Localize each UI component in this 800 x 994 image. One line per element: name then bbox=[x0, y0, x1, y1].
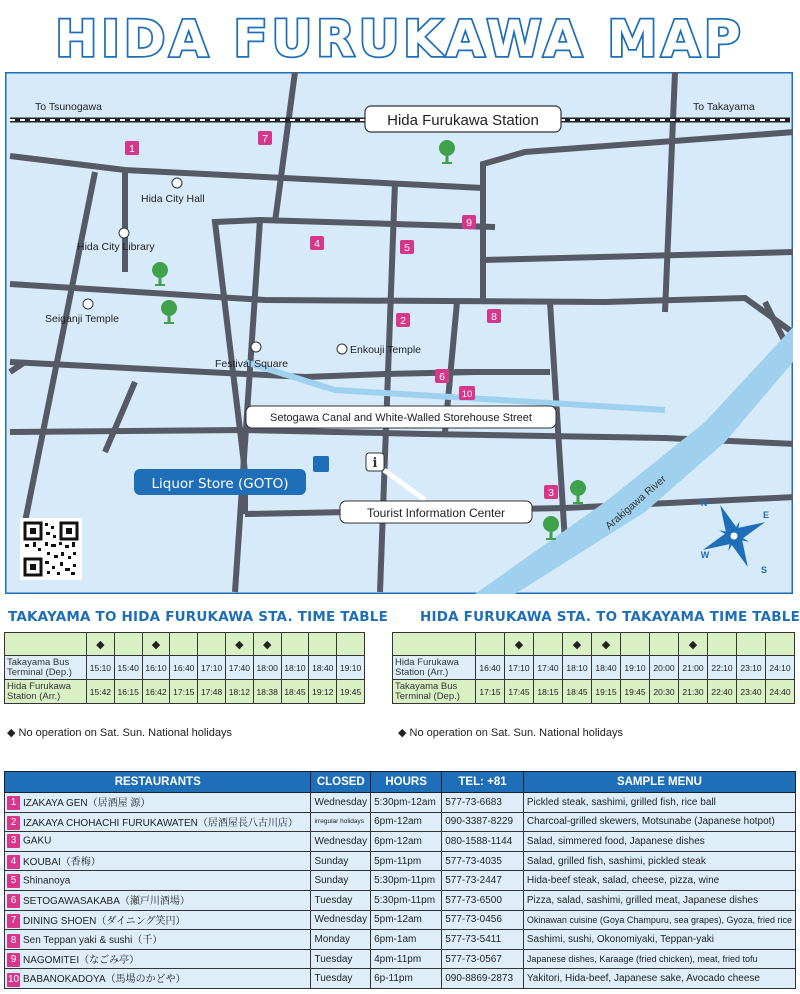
restaurant-name: Sen Teppan yaki & sushi（千） bbox=[23, 935, 163, 947]
time-cell: 17:40 bbox=[534, 656, 563, 680]
time-cell: 18:10 bbox=[281, 656, 309, 680]
no-holiday-flag-cell bbox=[281, 633, 309, 656]
restaurant-table-header bbox=[5, 772, 796, 793]
timetable-left-note bbox=[7, 726, 232, 739]
restaurant-tel: 080-1588-1144 bbox=[442, 832, 524, 852]
timetable-left bbox=[4, 632, 365, 704]
restaurant-name: SETOGAWASAKABA（瀬戸川酒場） bbox=[23, 896, 190, 908]
restaurant-name-cell bbox=[5, 930, 311, 950]
time-cell: 19:15 bbox=[592, 680, 621, 704]
time-cell: 24:10 bbox=[766, 656, 795, 680]
svg-text:9: 9 bbox=[466, 217, 472, 229]
restaurant-hours: 6pm-12am bbox=[371, 812, 442, 832]
tt-corner bbox=[5, 633, 87, 656]
time-cell: 16:40 bbox=[170, 656, 198, 680]
row-label-line: Terminal (Dep.) bbox=[395, 690, 460, 702]
no-holiday-flag-cell bbox=[621, 633, 650, 656]
canal-label: Setogawa Canal and White-Walled Storehouse Street bbox=[270, 412, 532, 424]
restaurant-hours: 5:30pm-11pm bbox=[371, 871, 442, 891]
time-cell: 15:40 bbox=[114, 656, 142, 680]
row-label bbox=[5, 680, 87, 704]
restaurant-number-badge: 7 bbox=[7, 914, 20, 928]
enkouji-label: Enkouji Temple bbox=[350, 344, 422, 356]
restaurant-menu: Salad, simmered food, Japanese dishes bbox=[523, 832, 795, 852]
restaurant-name: GAKU bbox=[23, 836, 52, 848]
restaurant-tel: 577-73-6500 bbox=[442, 890, 524, 910]
restaurant-row[interactable] bbox=[5, 851, 796, 871]
no-holiday-flag-cell bbox=[534, 633, 563, 656]
row-label bbox=[393, 680, 476, 704]
compass-w: W bbox=[700, 550, 710, 560]
no-holiday-flag-cell: ◆ bbox=[563, 633, 592, 656]
row-label-line: Takayama Bus bbox=[395, 680, 458, 692]
timetable-left-title: TAKAYAMA TO HIDA FURUKAWA STA. TIME TABLE bbox=[8, 609, 388, 625]
to-takayama-label: To Takayama bbox=[693, 101, 755, 113]
to-tsunogawa-label: To Tsunogawa bbox=[35, 101, 102, 113]
time-cell: 16:15 bbox=[114, 680, 142, 704]
svg-text:6: 6 bbox=[439, 371, 445, 383]
row-label-line: Station (Arr.) bbox=[7, 690, 61, 702]
marker-1[interactable] bbox=[125, 141, 139, 155]
header-hours: HOURS bbox=[371, 772, 442, 793]
restaurant-closed: irregular holidays bbox=[311, 812, 371, 832]
tt-corner bbox=[393, 633, 476, 656]
time-cell: 22:10 bbox=[708, 656, 737, 680]
restaurant-hours: 6pm-1am bbox=[371, 930, 442, 950]
timetable-right-title: HIDA FURUKAWA STA. TO TAKAYAMA TIME TABLE bbox=[420, 609, 800, 625]
diamond-icon: ◆ bbox=[398, 727, 407, 739]
marker-9[interactable] bbox=[462, 215, 476, 229]
restaurant-hours: 5:30pm-12am bbox=[371, 793, 442, 813]
restaurant-closed: Wednesday bbox=[311, 832, 371, 852]
restaurant-number-badge: 6 bbox=[7, 894, 20, 908]
timetable-right-row-1 bbox=[393, 656, 795, 680]
timetable-right-row-2 bbox=[393, 680, 795, 704]
no-holiday-flag-cell bbox=[337, 633, 365, 656]
time-cell: 17:10 bbox=[198, 656, 226, 680]
time-cell: 22:40 bbox=[708, 680, 737, 704]
restaurant-number-badge: 9 bbox=[7, 953, 20, 967]
restaurant-menu: Charcoal-grilled skewers, Motsunabe (Japanese hotpot) bbox=[523, 812, 795, 832]
time-cell: 16:42 bbox=[142, 680, 170, 704]
restaurant-hours: 5pm-12am bbox=[371, 910, 442, 930]
restaurant-tel: 090-8869-2873 bbox=[442, 969, 524, 989]
restaurant-name: IZAKAYA CHOHACHI FURUKAWATEN（居酒屋長八古川店） bbox=[23, 817, 298, 829]
restaurant-name: NAGOMITEI（なごみ亭） bbox=[23, 954, 140, 966]
time-cell: 21:00 bbox=[679, 656, 708, 680]
no-holiday-flag-cell: ◆ bbox=[225, 633, 253, 656]
restaurant-name-cell bbox=[5, 969, 311, 989]
note-text: No operation on Sat. Sun. National holidays bbox=[18, 727, 232, 739]
restaurant-table bbox=[4, 771, 796, 989]
restaurant-hours: 6p-11pm bbox=[371, 969, 442, 989]
marker-6[interactable] bbox=[435, 369, 449, 383]
timetable-left-row-1 bbox=[5, 656, 365, 680]
header-restaurants: RESTAURANTS bbox=[5, 772, 311, 793]
row-label-line: Hida Furukawa bbox=[395, 656, 459, 668]
no-holiday-flag-cell bbox=[708, 633, 737, 656]
restaurant-menu: Okinawan cuisine (Goya Champuru, sea grapes), Gyoza, fried rice bbox=[523, 910, 795, 930]
restaurant-row[interactable] bbox=[5, 793, 796, 813]
seiganji-label: Seiganji Temple bbox=[45, 313, 119, 325]
time-cell: 18:40 bbox=[309, 656, 337, 680]
time-cell: 15:10 bbox=[87, 656, 115, 680]
time-cell: 18:40 bbox=[592, 656, 621, 680]
time-cell: 23:40 bbox=[737, 680, 766, 704]
tourist-center-label: Tourist Information Center bbox=[366, 506, 506, 520]
restaurant-name: Shinanoya bbox=[23, 875, 71, 887]
restaurant-menu: Hida-beef steak, salad, cheese, pizza, wine bbox=[523, 871, 795, 891]
restaurant-row[interactable] bbox=[5, 949, 796, 969]
restaurant-closed: Wednesday bbox=[311, 793, 371, 813]
restaurant-closed: Tuesday bbox=[311, 949, 371, 969]
restaurant-closed: Sunday bbox=[311, 851, 371, 871]
time-cell: 16:10 bbox=[142, 656, 170, 680]
time-cell: 18:15 bbox=[534, 680, 563, 704]
no-holiday-flag-cell bbox=[737, 633, 766, 656]
city-hall-label: Hida City Hall bbox=[141, 193, 205, 205]
restaurant-row[interactable] bbox=[5, 871, 796, 891]
restaurant-menu: Pickled steak, sashimi, grilled fish, rice ball bbox=[523, 793, 795, 813]
time-cell: 17:45 bbox=[505, 680, 534, 704]
restaurant-tel: 577-73-2447 bbox=[442, 871, 524, 891]
restaurant-tel: 577-73-5411 bbox=[442, 930, 524, 950]
no-holiday-flag-cell: ◆ bbox=[592, 633, 621, 656]
restaurant-number-badge: 3 bbox=[7, 834, 20, 848]
marker-2[interactable] bbox=[396, 313, 410, 327]
timetable-left-row-2 bbox=[5, 680, 365, 704]
header-tel: TEL: +81 bbox=[442, 772, 524, 793]
svg-text:4: 4 bbox=[314, 238, 320, 250]
restaurant-number-badge: 2 bbox=[7, 816, 20, 830]
no-holiday-flag-cell: ◆ bbox=[253, 633, 281, 656]
row-label bbox=[5, 656, 87, 680]
time-cell: 23:10 bbox=[737, 656, 766, 680]
time-cell: 17:40 bbox=[225, 656, 253, 680]
time-cell: 18:45 bbox=[563, 680, 592, 704]
no-holiday-flag-cell bbox=[309, 633, 337, 656]
time-cell: 18:12 bbox=[225, 680, 253, 704]
restaurant-tel: 577-73-0456 bbox=[442, 910, 524, 930]
restaurant-menu: Sashimi, sushi, Okonomiyaki, Teppan-yaki bbox=[523, 930, 795, 950]
liquor-store-label: Liquor Store (GOTO) bbox=[151, 476, 289, 492]
time-cell: 24:40 bbox=[766, 680, 795, 704]
restaurant-name-cell bbox=[5, 910, 311, 930]
restaurant-closed: Monday bbox=[311, 930, 371, 950]
header-menu: SAMPLE MENU bbox=[523, 772, 795, 793]
restaurant-name-cell bbox=[5, 793, 311, 813]
no-holiday-flag-cell: ◆ bbox=[679, 633, 708, 656]
timetable-right-flags bbox=[393, 633, 795, 656]
time-cell: 18:10 bbox=[563, 656, 592, 680]
restaurant-row[interactable] bbox=[5, 832, 796, 852]
time-cell: 19:45 bbox=[621, 680, 650, 704]
restaurant-name-cell bbox=[5, 851, 311, 871]
row-label-line: Terminal (Dep.) bbox=[7, 666, 72, 678]
restaurant-name-cell bbox=[5, 949, 311, 969]
restaurant-row[interactable] bbox=[5, 930, 796, 950]
restaurant-number-badge: 5 bbox=[7, 874, 20, 888]
no-holiday-flag-cell bbox=[198, 633, 226, 656]
time-cell: 15:42 bbox=[87, 680, 115, 704]
no-holiday-flag-cell bbox=[650, 633, 679, 656]
svg-text:10: 10 bbox=[461, 389, 473, 400]
restaurant-closed: Wednesday bbox=[311, 910, 371, 930]
restaurant-hours: 6pm-12am bbox=[371, 832, 442, 852]
no-holiday-flag-cell bbox=[114, 633, 142, 656]
no-holiday-flag-cell: ◆ bbox=[505, 633, 534, 656]
restaurant-name-cell bbox=[5, 832, 311, 852]
diamond-icon: ◆ bbox=[7, 727, 16, 739]
restaurant-row[interactable] bbox=[5, 969, 796, 989]
marker-8[interactable] bbox=[487, 309, 501, 323]
town-map[interactable] bbox=[5, 72, 793, 594]
time-cell: 16:40 bbox=[476, 656, 505, 680]
page-title bbox=[0, 2, 800, 66]
restaurant-number-badge: 10 bbox=[7, 973, 20, 985]
info-icon-glyph: i bbox=[372, 456, 378, 471]
time-cell: 17:15 bbox=[170, 680, 198, 704]
no-holiday-flag-cell bbox=[476, 633, 505, 656]
timetable-left-flags bbox=[5, 633, 365, 656]
restaurant-menu: Japanese dishes, Karaage (fried chicken), meat, fried tofu bbox=[523, 949, 795, 969]
festival-square-label: Festival Square bbox=[215, 358, 288, 370]
svg-text:3: 3 bbox=[548, 487, 554, 499]
river-label: Arakigawa River bbox=[603, 473, 669, 533]
restaurant-hours: 5:30pm-11pm bbox=[371, 890, 442, 910]
station-label: Hida Furukawa Station bbox=[387, 112, 539, 129]
svg-text:2: 2 bbox=[400, 315, 406, 327]
svg-text:5: 5 bbox=[404, 242, 410, 254]
time-cell: 17:15 bbox=[476, 680, 505, 704]
compass-n: N bbox=[700, 498, 708, 508]
restaurant-tel: 577-73-6683 bbox=[442, 793, 524, 813]
compass-s: S bbox=[760, 565, 768, 575]
row-label-line: Station (Arr.) bbox=[395, 666, 449, 678]
marker-3[interactable] bbox=[544, 485, 558, 499]
time-cell: 21:30 bbox=[679, 680, 708, 704]
time-cell: 18:38 bbox=[253, 680, 281, 704]
header-closed: CLOSED bbox=[311, 772, 371, 793]
time-cell: 17:10 bbox=[505, 656, 534, 680]
restaurant-name: BABANOKADOYA（馬場のかどや） bbox=[23, 974, 186, 986]
time-cell: 19:12 bbox=[309, 680, 337, 704]
page-title-text: HIDA FURUKAWA MAP bbox=[55, 10, 745, 66]
restaurant-number-badge: 8 bbox=[7, 934, 20, 948]
svg-text:1: 1 bbox=[129, 143, 135, 155]
time-cell: 18:00 bbox=[253, 656, 281, 680]
timetable-right bbox=[392, 632, 795, 704]
restaurant-name-cell bbox=[5, 890, 311, 910]
restaurant-name: KOUBAI（香梅） bbox=[23, 856, 101, 868]
no-holiday-flag-cell bbox=[170, 633, 198, 656]
restaurant-number-badge: 1 bbox=[7, 796, 20, 810]
restaurant-closed: Tuesday bbox=[311, 969, 371, 989]
liquor-store-marker[interactable] bbox=[313, 456, 329, 472]
svg-text:7: 7 bbox=[262, 133, 268, 145]
restaurant-hours: 5pm-11pm bbox=[371, 851, 442, 871]
restaurant-tel: 577-73-0567 bbox=[442, 949, 524, 969]
restaurant-row[interactable] bbox=[5, 890, 796, 910]
restaurant-closed: Tuesday bbox=[311, 890, 371, 910]
restaurant-menu: Yakitori, Hida-beef, Japanese sake, Avocado cheese bbox=[523, 969, 795, 989]
note-text: No operation on Sat. Sun. National holidays bbox=[409, 727, 623, 739]
restaurant-tel: 090-3387-8229 bbox=[442, 812, 524, 832]
restaurant-name-cell bbox=[5, 812, 311, 832]
timetable-right-note bbox=[398, 726, 623, 739]
restaurant-name-cell bbox=[5, 871, 311, 891]
time-cell: 19:10 bbox=[337, 656, 365, 680]
restaurant-tel: 577-73-4035 bbox=[442, 851, 524, 871]
restaurant-name: IZAKAYA GEN（居酒屋 源） bbox=[23, 798, 151, 810]
marker-7[interactable] bbox=[258, 131, 272, 145]
restaurant-closed: Sunday bbox=[311, 871, 371, 891]
marker-4[interactable] bbox=[310, 236, 324, 250]
restaurant-menu: Salad, grilled fish, sashimi, pickled steak bbox=[523, 851, 795, 871]
compass-e: E bbox=[762, 510, 770, 520]
row-label-line: Hida Furukawa bbox=[7, 680, 71, 692]
no-holiday-flag-cell: ◆ bbox=[142, 633, 170, 656]
row-label bbox=[393, 656, 476, 680]
no-holiday-flag-cell: ◆ bbox=[87, 633, 115, 656]
restaurant-number-badge: 4 bbox=[7, 855, 20, 869]
restaurant-row[interactable] bbox=[5, 812, 796, 832]
time-cell: 19:45 bbox=[337, 680, 365, 704]
restaurant-row[interactable] bbox=[5, 910, 796, 930]
restaurant-name: DINING SHOEN（ダイニング笑円） bbox=[23, 915, 186, 927]
marker-10[interactable] bbox=[459, 386, 475, 400]
marker-5[interactable] bbox=[400, 240, 414, 254]
library-label: Hida City Library bbox=[77, 241, 155, 253]
qr-code-icon[interactable] bbox=[20, 518, 82, 580]
time-cell: 17:48 bbox=[198, 680, 226, 704]
time-cell: 20:30 bbox=[650, 680, 679, 704]
time-cell: 20:00 bbox=[650, 656, 679, 680]
restaurant-hours: 4pm-11pm bbox=[371, 949, 442, 969]
time-cell: 18:45 bbox=[281, 680, 309, 704]
restaurant-menu: Pizza, salad, sashimi, grilled meat, Japanese dishes bbox=[523, 890, 795, 910]
svg-text:8: 8 bbox=[491, 311, 497, 323]
row-label-line: Takayama Bus bbox=[7, 656, 70, 668]
time-cell: 19:10 bbox=[621, 656, 650, 680]
no-holiday-flag-cell bbox=[766, 633, 795, 656]
